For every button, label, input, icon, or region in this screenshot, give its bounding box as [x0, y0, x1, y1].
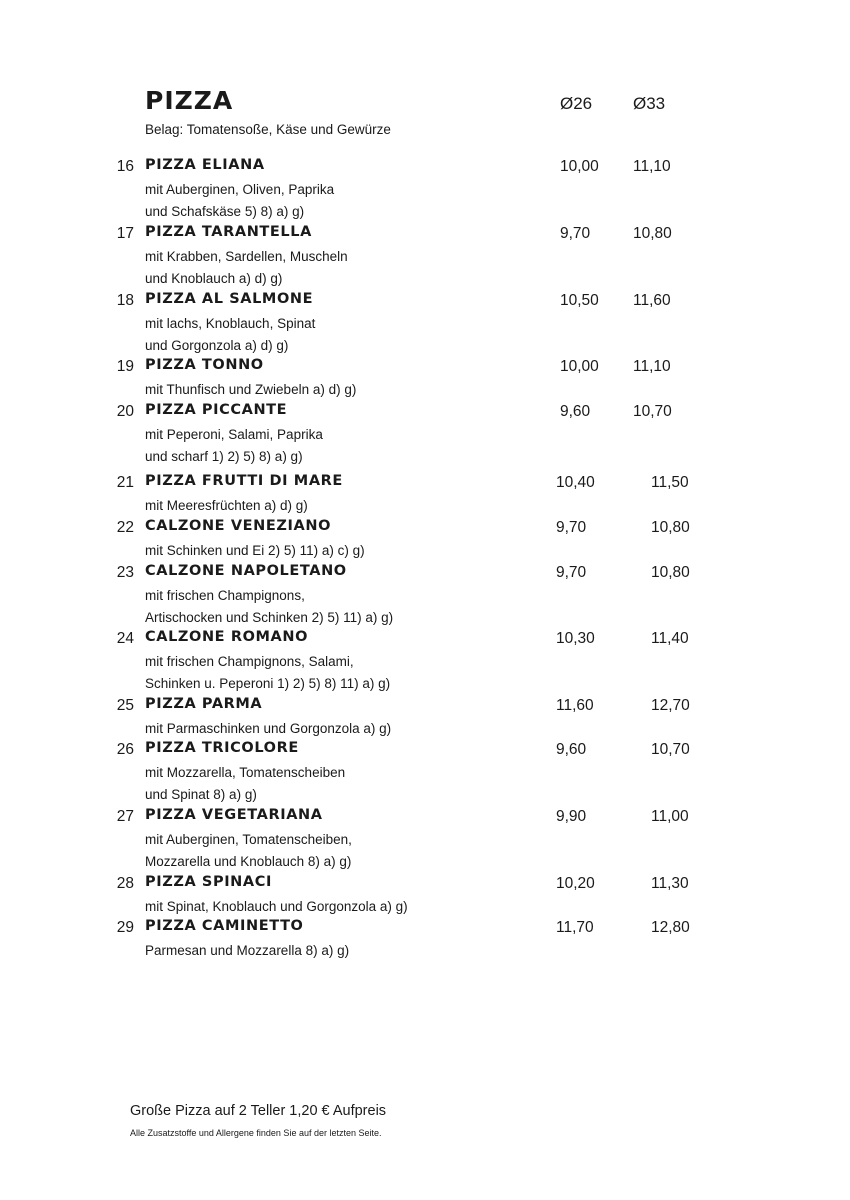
item-number: 22 [116, 519, 134, 536]
item-number: 24 [116, 630, 134, 647]
item-description-line: und Knoblauch a) d) g) [145, 271, 283, 287]
price-26: 9,70 [556, 519, 587, 536]
item-description [145, 540, 365, 562]
item-name: PIZZA VEGETARIANA [145, 807, 323, 823]
price-26: 9,60 [560, 403, 591, 420]
item-description [145, 651, 390, 696]
item-number: 16 [116, 158, 134, 175]
item-description-line: mit Schinken und Ei 2) 5) 11) a) c) g) [145, 543, 365, 558]
price-26: 11,70 [556, 919, 594, 936]
price-33: 11,00 [651, 808, 689, 825]
item-name: PIZZA TARANTELLA [145, 224, 312, 240]
price-26: 10,40 [556, 474, 595, 491]
item-description [145, 762, 345, 807]
item-number: 17 [116, 225, 134, 242]
item-description-line: Schinken u. Peperoni 1) 2) 5) 8) 11) a) g) [145, 676, 391, 692]
price-33: 12,80 [651, 919, 690, 936]
price-26: 10,00 [560, 358, 599, 375]
item-number: 25 [116, 697, 134, 714]
price-26: 9,90 [556, 808, 587, 825]
item-description-line: mit Auberginen, Oliven, Paprika [145, 182, 335, 197]
item-name: CALZONE ROMANO [145, 629, 309, 645]
item-description-line: mit Meeresfrüchten a) d) g) [145, 498, 308, 513]
item-description-line: Artischocken und Schinken 2) 5) 11) a) g) [145, 610, 394, 626]
price-33: 11,40 [651, 630, 689, 647]
section-subtitle: Belag: Tomatensoße, Käse und Gewürze [145, 122, 391, 137]
item-description-line: mit Krabben, Sardellen, Muscheln [145, 249, 348, 264]
price-33: 10,80 [633, 225, 672, 242]
item-name: PIZZA PARMA [145, 696, 263, 712]
item-description-line: Parmesan und Mozzarella 8) a) g) [145, 943, 350, 958]
price-26: 10,30 [556, 630, 595, 647]
footer-note: Große Pizza auf 2 Teller 1,20 € Aufpreis [130, 1103, 387, 1119]
item-description [145, 896, 408, 918]
price-33: 11,30 [651, 875, 689, 892]
item-number: 18 [116, 292, 134, 309]
item-number: 19 [116, 358, 134, 375]
price-33: 10,70 [651, 741, 690, 758]
item-description-line: und Schafskäse 5) 8) a) g) [145, 204, 305, 220]
item-description-line: Mozzarella und Knoblauch 8) a) g) [145, 854, 352, 870]
size-small-label: Ø26 [560, 94, 593, 113]
item-description [145, 246, 348, 291]
size-large-label: Ø33 [633, 94, 666, 113]
item-name: PIZZA PICCANTE [145, 402, 288, 418]
item-number: 29 [116, 919, 134, 936]
item-description-line: mit frischen Champignons, [145, 588, 305, 603]
item-name: PIZZA AL SALMONE [145, 291, 314, 307]
item-description [145, 379, 356, 401]
item-number: 27 [116, 808, 134, 825]
price-26: 11,60 [556, 697, 594, 714]
price-33: 11,10 [633, 358, 671, 375]
price-33: 12,70 [651, 697, 690, 714]
item-number: 20 [116, 403, 134, 420]
price-26: 9,70 [556, 564, 587, 581]
price-26: 10,00 [560, 158, 599, 175]
item-description-line: mit Peperoni, Salami, Paprika [145, 427, 323, 442]
item-description-line: und Spinat 8) a) g) [145, 787, 257, 803]
price-26: 10,20 [556, 875, 595, 892]
item-description-line: mit frischen Champignons, Salami, [145, 654, 354, 669]
item-description-line: mit Mozzarella, Tomatenscheiben [145, 765, 346, 780]
price-33: 11,60 [633, 292, 671, 309]
item-description-line: mit Auberginen, Tomatenscheiben, [145, 832, 352, 847]
price-33: 10,80 [651, 519, 690, 536]
item-number: 26 [116, 741, 134, 758]
item-description-line: und scharf 1) 2) 5) 8) a) g) [145, 449, 303, 465]
item-number: 23 [116, 564, 134, 581]
price-26: 10,50 [560, 292, 599, 309]
item-name: PIZZA CAMINETTO [145, 918, 304, 934]
item-description [145, 940, 349, 962]
price-26: 9,70 [560, 225, 591, 242]
section-title: PIZZA [145, 86, 234, 115]
menu-header [0, 86, 850, 146]
item-description [145, 313, 315, 358]
item-name: CALZONE NAPOLETANO [145, 563, 347, 579]
item-description [145, 179, 334, 224]
price-33: 11,10 [633, 158, 671, 175]
item-description-line: mit Spinat, Knoblauch und Gorgonzola a) g) [145, 899, 408, 914]
item-name: PIZZA TRICOLORE [145, 740, 299, 756]
item-name: CALZONE VENEZIANO [145, 518, 331, 534]
price-26: 9,60 [556, 741, 587, 758]
item-name: PIZZA TONNO [145, 357, 264, 373]
item-number: 28 [116, 875, 134, 892]
price-33: 11,50 [651, 474, 689, 491]
item-description [145, 829, 352, 874]
footer-allergens: Alle Zusatzstoffe und Allergene finden Sie auf der letzten Seite. [130, 1128, 382, 1138]
item-description-line: mit lachs, Knoblauch, Spinat [145, 316, 316, 331]
price-33: 10,80 [651, 564, 690, 581]
item-description-line: mit Parmaschinken und Gorgonzola a) g) [145, 721, 392, 736]
item-description-line: mit Thunfisch und Zwiebeln a) d) g) [145, 382, 357, 397]
item-description [145, 585, 393, 630]
item-name: PIZZA FRUTTI DI MARE [145, 473, 343, 489]
item-number: 21 [116, 474, 134, 491]
item-name: PIZZA SPINACI [145, 874, 272, 890]
item-description [145, 424, 323, 469]
item-description [145, 495, 308, 517]
price-33: 10,70 [633, 403, 672, 420]
item-name: PIZZA ELIANA [145, 157, 265, 173]
item-description [145, 718, 391, 740]
item-description-line: und Gorgonzola a) d) g) [145, 338, 289, 354]
